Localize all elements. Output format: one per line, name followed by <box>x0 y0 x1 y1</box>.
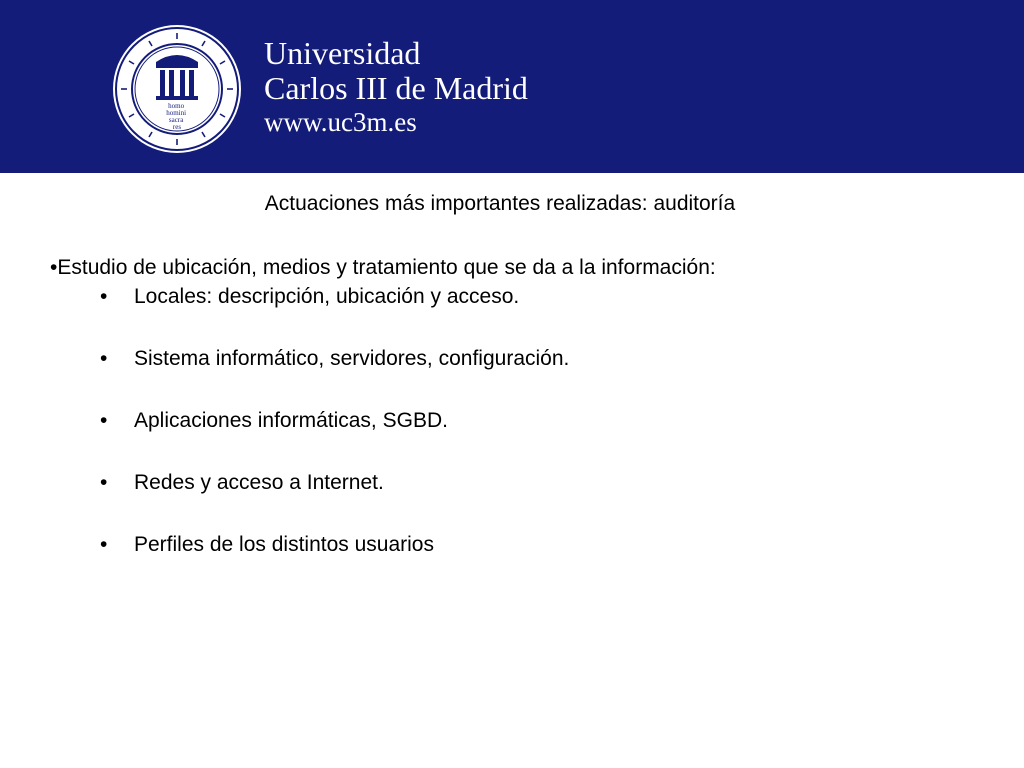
svg-text:homo homini sacra: homo homini sacra res <box>166 102 187 131</box>
university-name-line1: Universidad <box>264 35 421 71</box>
header-banner <box>0 0 1024 173</box>
university-name <box>264 36 528 106</box>
university-seal-icon <box>112 24 242 154</box>
university-name-line2: Carlos III de Madrid <box>264 70 528 106</box>
bullet-glyph: • <box>100 471 108 494</box>
bullet-glyph: • <box>100 409 108 432</box>
list-item-text: Perfiles de los distintos usuarios <box>134 533 434 556</box>
university-url[interactable]: www.uc3m.es <box>264 107 417 137</box>
list-item-text: Aplicaciones informáticas, SGBD. <box>134 409 448 432</box>
bullet-glyph: • <box>100 533 108 556</box>
intro-bullet: •Estudio de ubicación, medios y tratamiento que se da a la información: <box>50 256 716 279</box>
slide-title: Actuaciones más importantes realizadas: auditoría <box>264 192 736 215</box>
list-item-text: Sistema informático, servidores, configuración. <box>134 347 570 370</box>
bullet-glyph: • <box>100 347 108 370</box>
bullet-glyph: • <box>100 285 108 308</box>
list-item-text: Redes y acceso a Internet. <box>134 471 384 494</box>
list-item-text: Locales: descripción, ubicación y acceso. <box>134 285 520 308</box>
